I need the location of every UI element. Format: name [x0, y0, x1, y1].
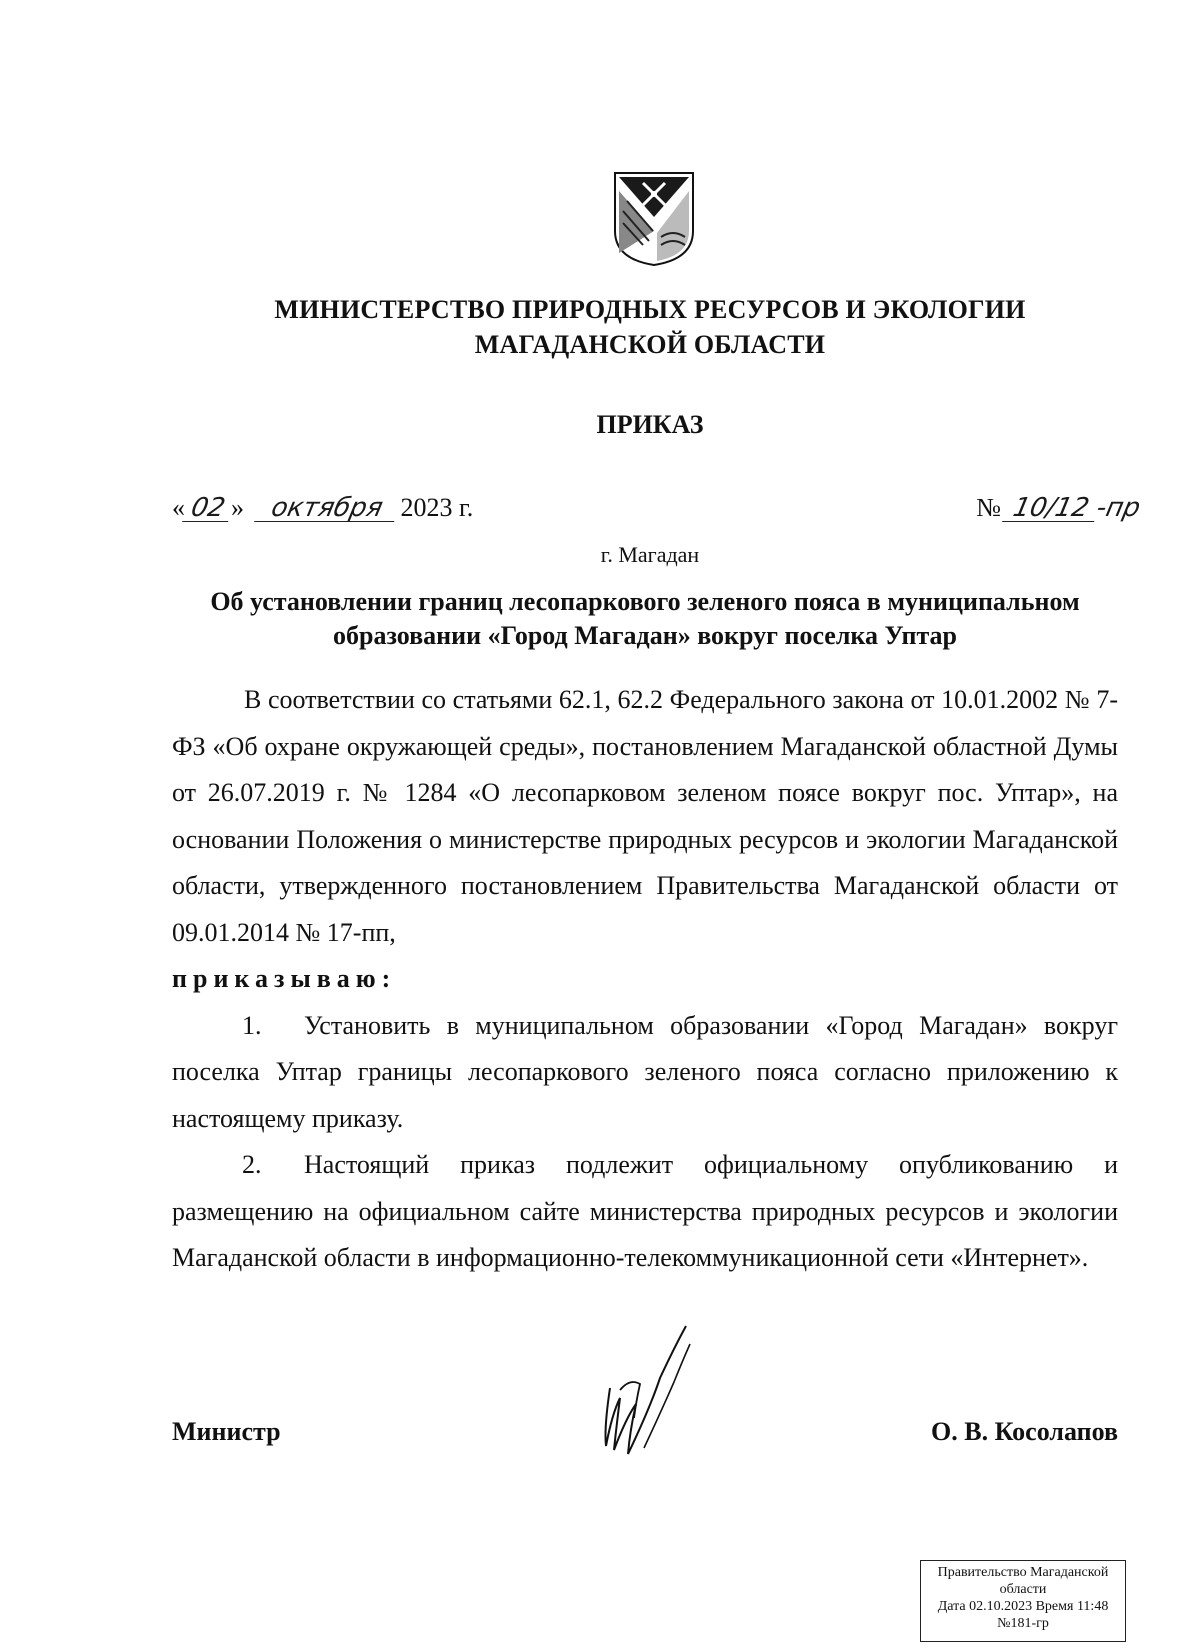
document-body	[172, 677, 1118, 1282]
order-item-text: Настоящий приказ подлежит официальному опубликованию и размещению на официальном сайте министерства природных ресурсов и экологии Магаданской области в информационно-телекоммуникационной сети «Интернет».	[172, 1150, 1118, 1272]
registration-stamp	[920, 1560, 1126, 1642]
document-number	[976, 493, 1144, 523]
order-item-1	[172, 1003, 1118, 1143]
stamp-line3: Дата 02.10.2023 Время 11:48	[937, 1599, 1109, 1614]
date-close-quote: »	[231, 493, 244, 522]
preamble-paragraph: В соответствии со статьями 62.1, 62.2 Федерального закона от 10.01.2002 № 7-ФЗ «Об охране окружающей среды», постановлением Магаданской областной Думы от 26.07.2019 г. № 1284 «О лесопарковом зеленом поясе вокруг пос. Уптар», на основании Положения о министерстве природных ресурсов и экологии Магаданской области, утвержденного постановлением Правительства Магаданской области от 09.01.2014 № 17-пп,	[172, 685, 1118, 947]
subject-line2: образовании «Город Магадан» вокруг поселка Уптар	[333, 621, 957, 650]
document-subject	[172, 585, 1118, 653]
stamp-line2: области	[999, 1582, 1047, 1597]
ministry-name-line1: МИНИСТЕРСТВО ПРИРОДНЫХ РЕСУРСОВ И ЭКОЛОГИИ	[274, 295, 1026, 324]
number-suffix-handwritten: -пр	[1093, 493, 1144, 523]
document-type-title: ПРИКАЗ	[596, 410, 704, 439]
date-month-handwritten: октября	[254, 495, 400, 522]
handwritten-signature	[590, 1318, 740, 1468]
regional-coat-of-arms-icon	[613, 171, 695, 267]
signatory-name: О. В. Косолапов	[931, 1417, 1118, 1446]
date-day-handwritten: 02	[182, 495, 234, 522]
signatory-role: Министр	[172, 1417, 281, 1446]
document-date	[172, 493, 473, 523]
order-item-number: 2.	[242, 1150, 262, 1179]
stamp-line1: Правительство Магаданской	[937, 1565, 1109, 1580]
order-item-number: 1.	[242, 1010, 262, 1040]
ministry-name-line2: МАГАДАНСКОЙ ОБЛАСТИ	[474, 330, 826, 359]
stamp-line4: №181-гр	[997, 1616, 1049, 1631]
ministry-name	[170, 292, 1130, 362]
order-item-text: Установить в муниципальном образовании «Город Магадан» вокруг поселка Уптар границы лесопаркового зеленого пояса согласно приложению к настоящему приказу.	[172, 1010, 1118, 1133]
order-word: приказываю:	[172, 964, 397, 993]
date-open-quote: «	[172, 493, 185, 522]
subject-line1: Об установлении границ лесопаркового зеленого пояса в муниципальном	[210, 587, 1080, 616]
city-of-issue: г. Магадан	[600, 542, 700, 567]
order-item-2	[172, 1142, 1118, 1282]
date-year: 2023 г.	[400, 493, 474, 522]
number-value-handwritten: 10/12	[1002, 495, 1100, 522]
number-prefix: №	[976, 493, 1002, 522]
